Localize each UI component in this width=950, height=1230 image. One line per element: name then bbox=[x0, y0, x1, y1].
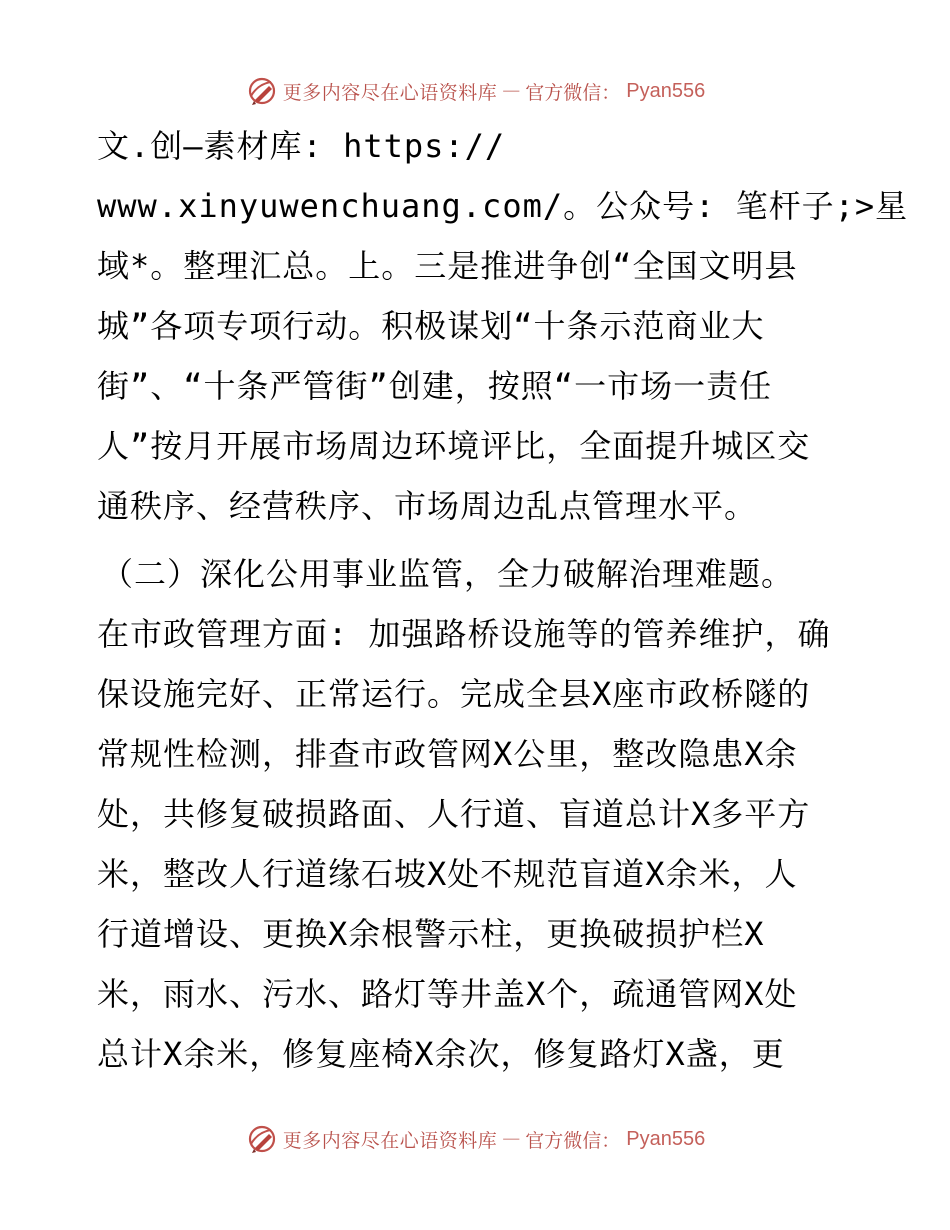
text-line: 米，整改人行道缘石坡X处不规范盲道X余米，人 bbox=[97, 855, 798, 893]
header-banner bbox=[0, 71, 950, 111]
header-wechat-id: Pyan556 bbox=[626, 79, 706, 102]
text-line: 在市政管理方面: 加强路桥设施等的管养维护，确 bbox=[97, 615, 831, 653]
document-body bbox=[97, 116, 909, 1084]
text-line: 通秩序、经营秩序、市场周边乱点管理水平。 bbox=[97, 487, 758, 525]
footer-wechat-label: 官方微信： bbox=[525, 1129, 621, 1152]
text-line: 米，雨水、污水、路灯等井盖X个，疏通管网X处 bbox=[97, 975, 798, 1013]
text-line: 城”各项专项行动。积极谋划“十条示范商业大 bbox=[97, 307, 765, 345]
footer-banner-dash: — bbox=[503, 1130, 520, 1147]
text-line: 行道增设、更换X余根警示柱，更换破损护栏X bbox=[97, 915, 765, 953]
text-line: 总计X余米，修复座椅X余次，修复路灯X盏，更 bbox=[97, 1035, 785, 1073]
pen-logo-icon bbox=[245, 1122, 279, 1156]
paragraph-2 bbox=[97, 544, 857, 1084]
text-line: 常规性检测，排查市政管网X公里，整改隐患X余 bbox=[97, 735, 798, 773]
header-wechat-label: 官方微信： bbox=[525, 81, 621, 104]
text-line: 保设施完好、正常运行。完成全县X座市政桥隧的 bbox=[97, 675, 811, 713]
footer-banner bbox=[0, 1119, 950, 1159]
text-line: 街”、“十条严管街”创建，按照“一市场一责任 bbox=[97, 367, 773, 405]
text-line: 域*。整理汇总。上。三是推进争创“全国文明县 bbox=[97, 247, 798, 285]
header-banner-dash: — bbox=[503, 82, 520, 99]
footer-wechat-id: Pyan556 bbox=[626, 1127, 706, 1150]
paragraph-1 bbox=[97, 116, 909, 536]
text-line: 处，共修复破损路面、人行道、盲道总计X多平方 bbox=[97, 795, 811, 833]
text-line: 文.创—素材库: https:// bbox=[97, 127, 506, 165]
section-heading: （二）深化公用事业监管，全力破解治理难题。 bbox=[101, 555, 795, 593]
footer-banner-text: 更多内容尽在心语资料库 bbox=[282, 1129, 498, 1152]
text-line: www.xinyuwenchuang.com/。公众号: 笔杆子;>星 bbox=[97, 187, 909, 225]
text-line: 人”按月开展市场周边环境评比，全面提升城区交 bbox=[97, 427, 811, 465]
paragraph-spacer bbox=[97, 536, 857, 544]
header-banner-text: 更多内容尽在心语资料库 bbox=[282, 81, 498, 104]
pen-logo-icon bbox=[245, 74, 279, 108]
